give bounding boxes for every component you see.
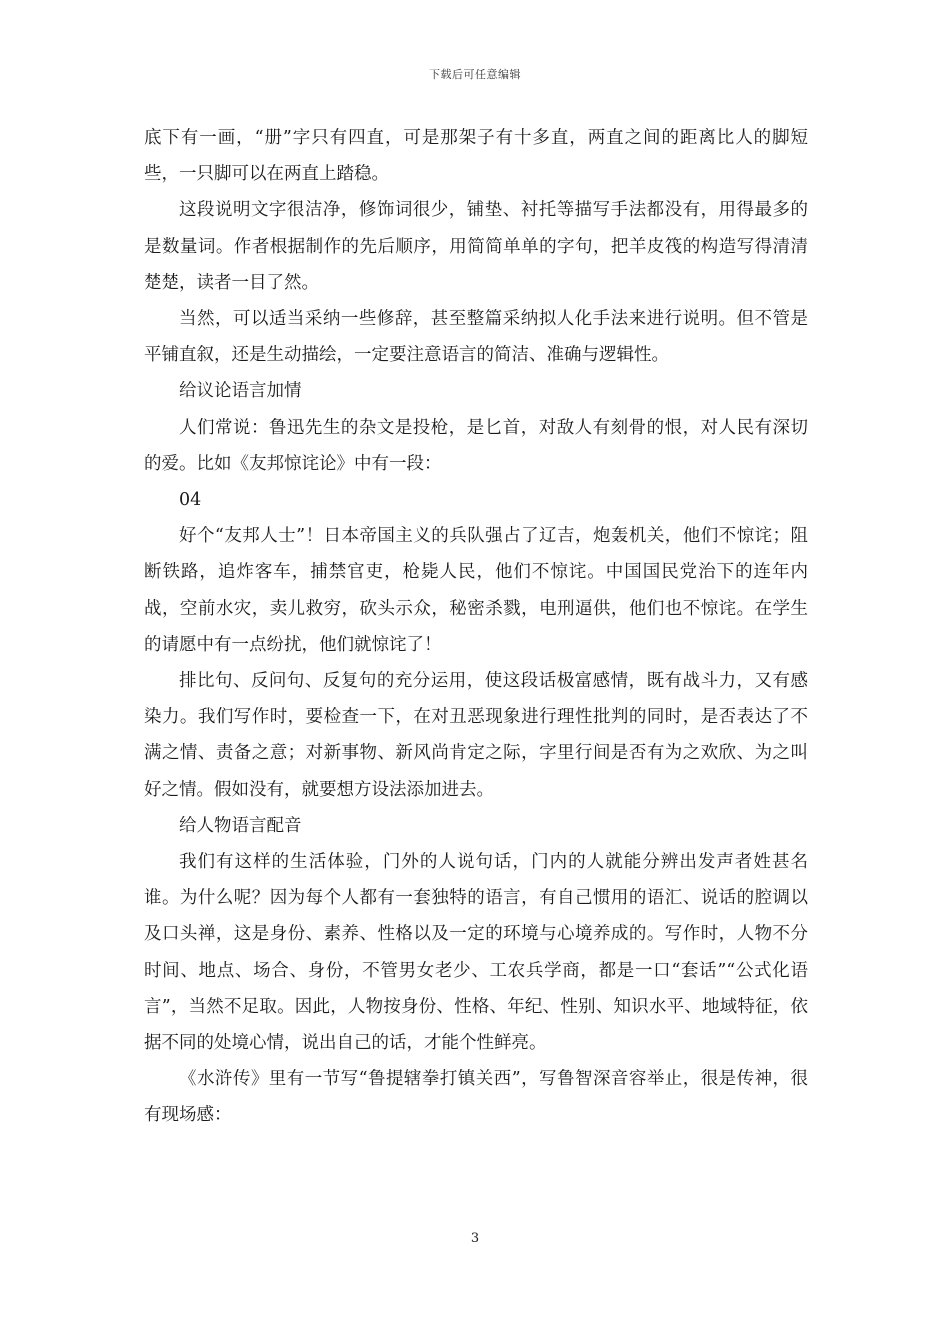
page-number: 3 [470,1231,480,1246]
paragraph-8: 排比句、反问句、反复句的充分运用，使这段话极富感情，既有战斗力，又有感染力。我们写作时，要检查一下，在对丑恶现象进行理性批判的同时，是否表达了不满之情、责备之意；对新事物、新风尚肯定之际，字里行间是否有为之欢欣、为之叫好之情。假如没有，就要想方设法添加进去。 [144,671,808,800]
page-header: 下载后可任意编辑 [429,68,521,81]
section-number: 04 [179,490,202,511]
paragraph-10: 我们有这样的生活体验，门外的人说句话，门内的人就能分辨出发声者姓甚名谁。为什么呢？因为每个人都有一套独特的语言，有自己惯用的语汇、说话的腔调以及口头禅，这是身份、素养、性格以及一定的环境与心境养成的。写作时，人物不分时间、地点、场合、身份，不管男女老少、工农兵学商，都是一口“套话”“公式化语言”，当然不足取。因此，人物按身份、性格、年纪、性别、知识水平、地域特征，依据不同的处境心情，说出自己的话，才能个性鲜亮。 [144,852,808,1054]
paragraph-3: 当然，可以适当采纳一些修辞，甚至整篇采纳拟人化手法来进行说明。但不管是平铺直叙，还是生动描绘，一定要注意语言的简洁、准确与逻辑性。 [144,309,808,366]
paragraph-2: 这段说明文字很洁净，修饰词很少，铺垫、衬托等描写手法都没有，用得最多的是数量词。作者根据制作的先后顺序，用简简单单的字句，把羊皮筏的构造写得清清楚楚，读者一目了然。 [144,200,808,293]
paragraph-11: 《水浒传》里有一节写“鲁提辖拳打镇关西”，写鲁智深音容举止，很是传神，很有现场感： [144,1069,808,1126]
paragraph-5: 人们常说：鲁迅先生的杂文是投枪，是匕首，对敌人有刻骨的恨，对人民有深切的爱。比如《友邦惊诧论》中有一段： [144,417,808,474]
document-body [144,120,808,1134]
quote-paragraph: 好个“友邦人士”！日本帝国主义的兵队强占了辽吉，炮轰机关，他们不惊诧；阻断铁路，追炸客车，捕禁官吏，枪毙人民，他们不惊诧。中国国民党治下的连年内战，空前水灾，卖儿救穷，砍头示众，秘密杀戮，电刑逼供，他们也不惊诧。在学生的请愿中有一点纷扰，他们就惊诧了！ [144,526,808,655]
section-heading-argument: 给议论语言加情 [179,381,302,402]
paragraph-1: 底下有一画，“册”字只有四直，可是那架子有十多直，两直之间的距离比人的脚短些，一只脚可以在两直上踏稳。 [144,128,808,185]
section-heading-character: 给人物语言配音 [179,815,302,836]
